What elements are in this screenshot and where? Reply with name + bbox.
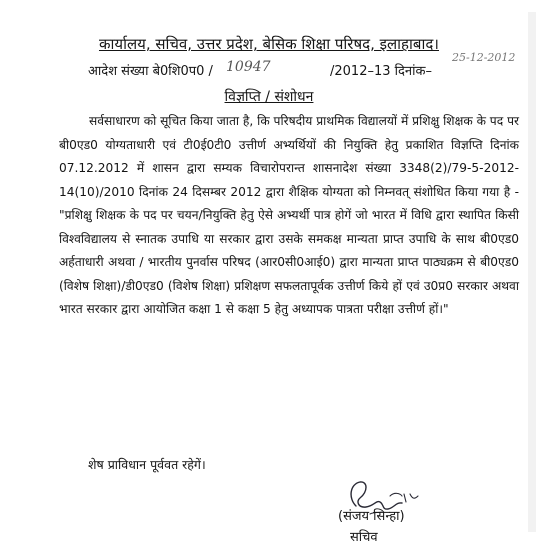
order-number-label: आदेश संख्या बे0शि0प0 / — [88, 64, 213, 79]
office-title: कार्यालय, सचिव, उत्तर प्रदेश, बेसिक शिक्षा परिषद, इलाहाबाद। — [98, 35, 439, 53]
notice-title: विज्ञप्ति / संशोधन — [224, 89, 314, 105]
closing-line: शेष प्राविधान पूर्ववत रहेगें। — [88, 457, 206, 472]
order-year-date-label: /2012–13 दिनांक– — [330, 64, 432, 79]
order-number-handwritten: 10947 — [226, 59, 271, 75]
notice-body-paragraph: सर्वसाधारण को सूचित किया जाता है, कि परिषदीय प्राथमिक विद्यालयों में प्रशिक्षु शिक्षक के पद पर बी0एड0 योग्यताधारी एवं टी0ई0टी0 उत्तीर्ण अभ्यर्थियों की नियुक्ति हेतु प्रकाशित विज्ञप्ति दिनांक 07.12.2012 में शासन द्वारा सम्यक विचारोपरान्त शासनादेश संख्या 3348(2)/79-5-2012-14(10)/2010 दिनांक 24 दिसम्बर 2012 द्वारा शैक्षिक योग्यता को निम्नवत् संशोधित किया गया है - "प्रशिक्षु शिक्षक के पद पर चयन/नियुक्ति हेतु ऐसे अभ्यर्थी पात्र होगें जो भारत में विधि द्वारा स्थापित किसी विश्वविद्यालय से स्नातक उपाधि या सरकार द्वारा उसके समकक्ष मान्यता प्राप्त उपाधि के साथ बी0एड0 अर्हताधारी अथवा / भारतीय पुनर्वास परिषद (आर0सी0आई0) द्वारा मान्यता प्राप्त पाठ्यक्रम से बी0एड0 (विशेष शिक्षा)/डी0एड0 (विशेष शिक्षा) प्रशिक्षण सफलतापूर्वक उत्तीर्ण किये हों एवं उ0प्र0 सरकार अथवा भारत सरकार द्वारा आयोजित कक्षा 1 से कक्षा 5 हेतु अध्यापक पात्रता परीक्षा उत्तीर्ण हों।" — [59, 114, 519, 316]
signer-name: (संजय सिन्हा) — [338, 509, 405, 524]
signer-designation: सचिव — [350, 530, 378, 545]
order-date-handwritten: 25-12-2012 — [452, 51, 516, 64]
order-line — [88, 51, 528, 79]
